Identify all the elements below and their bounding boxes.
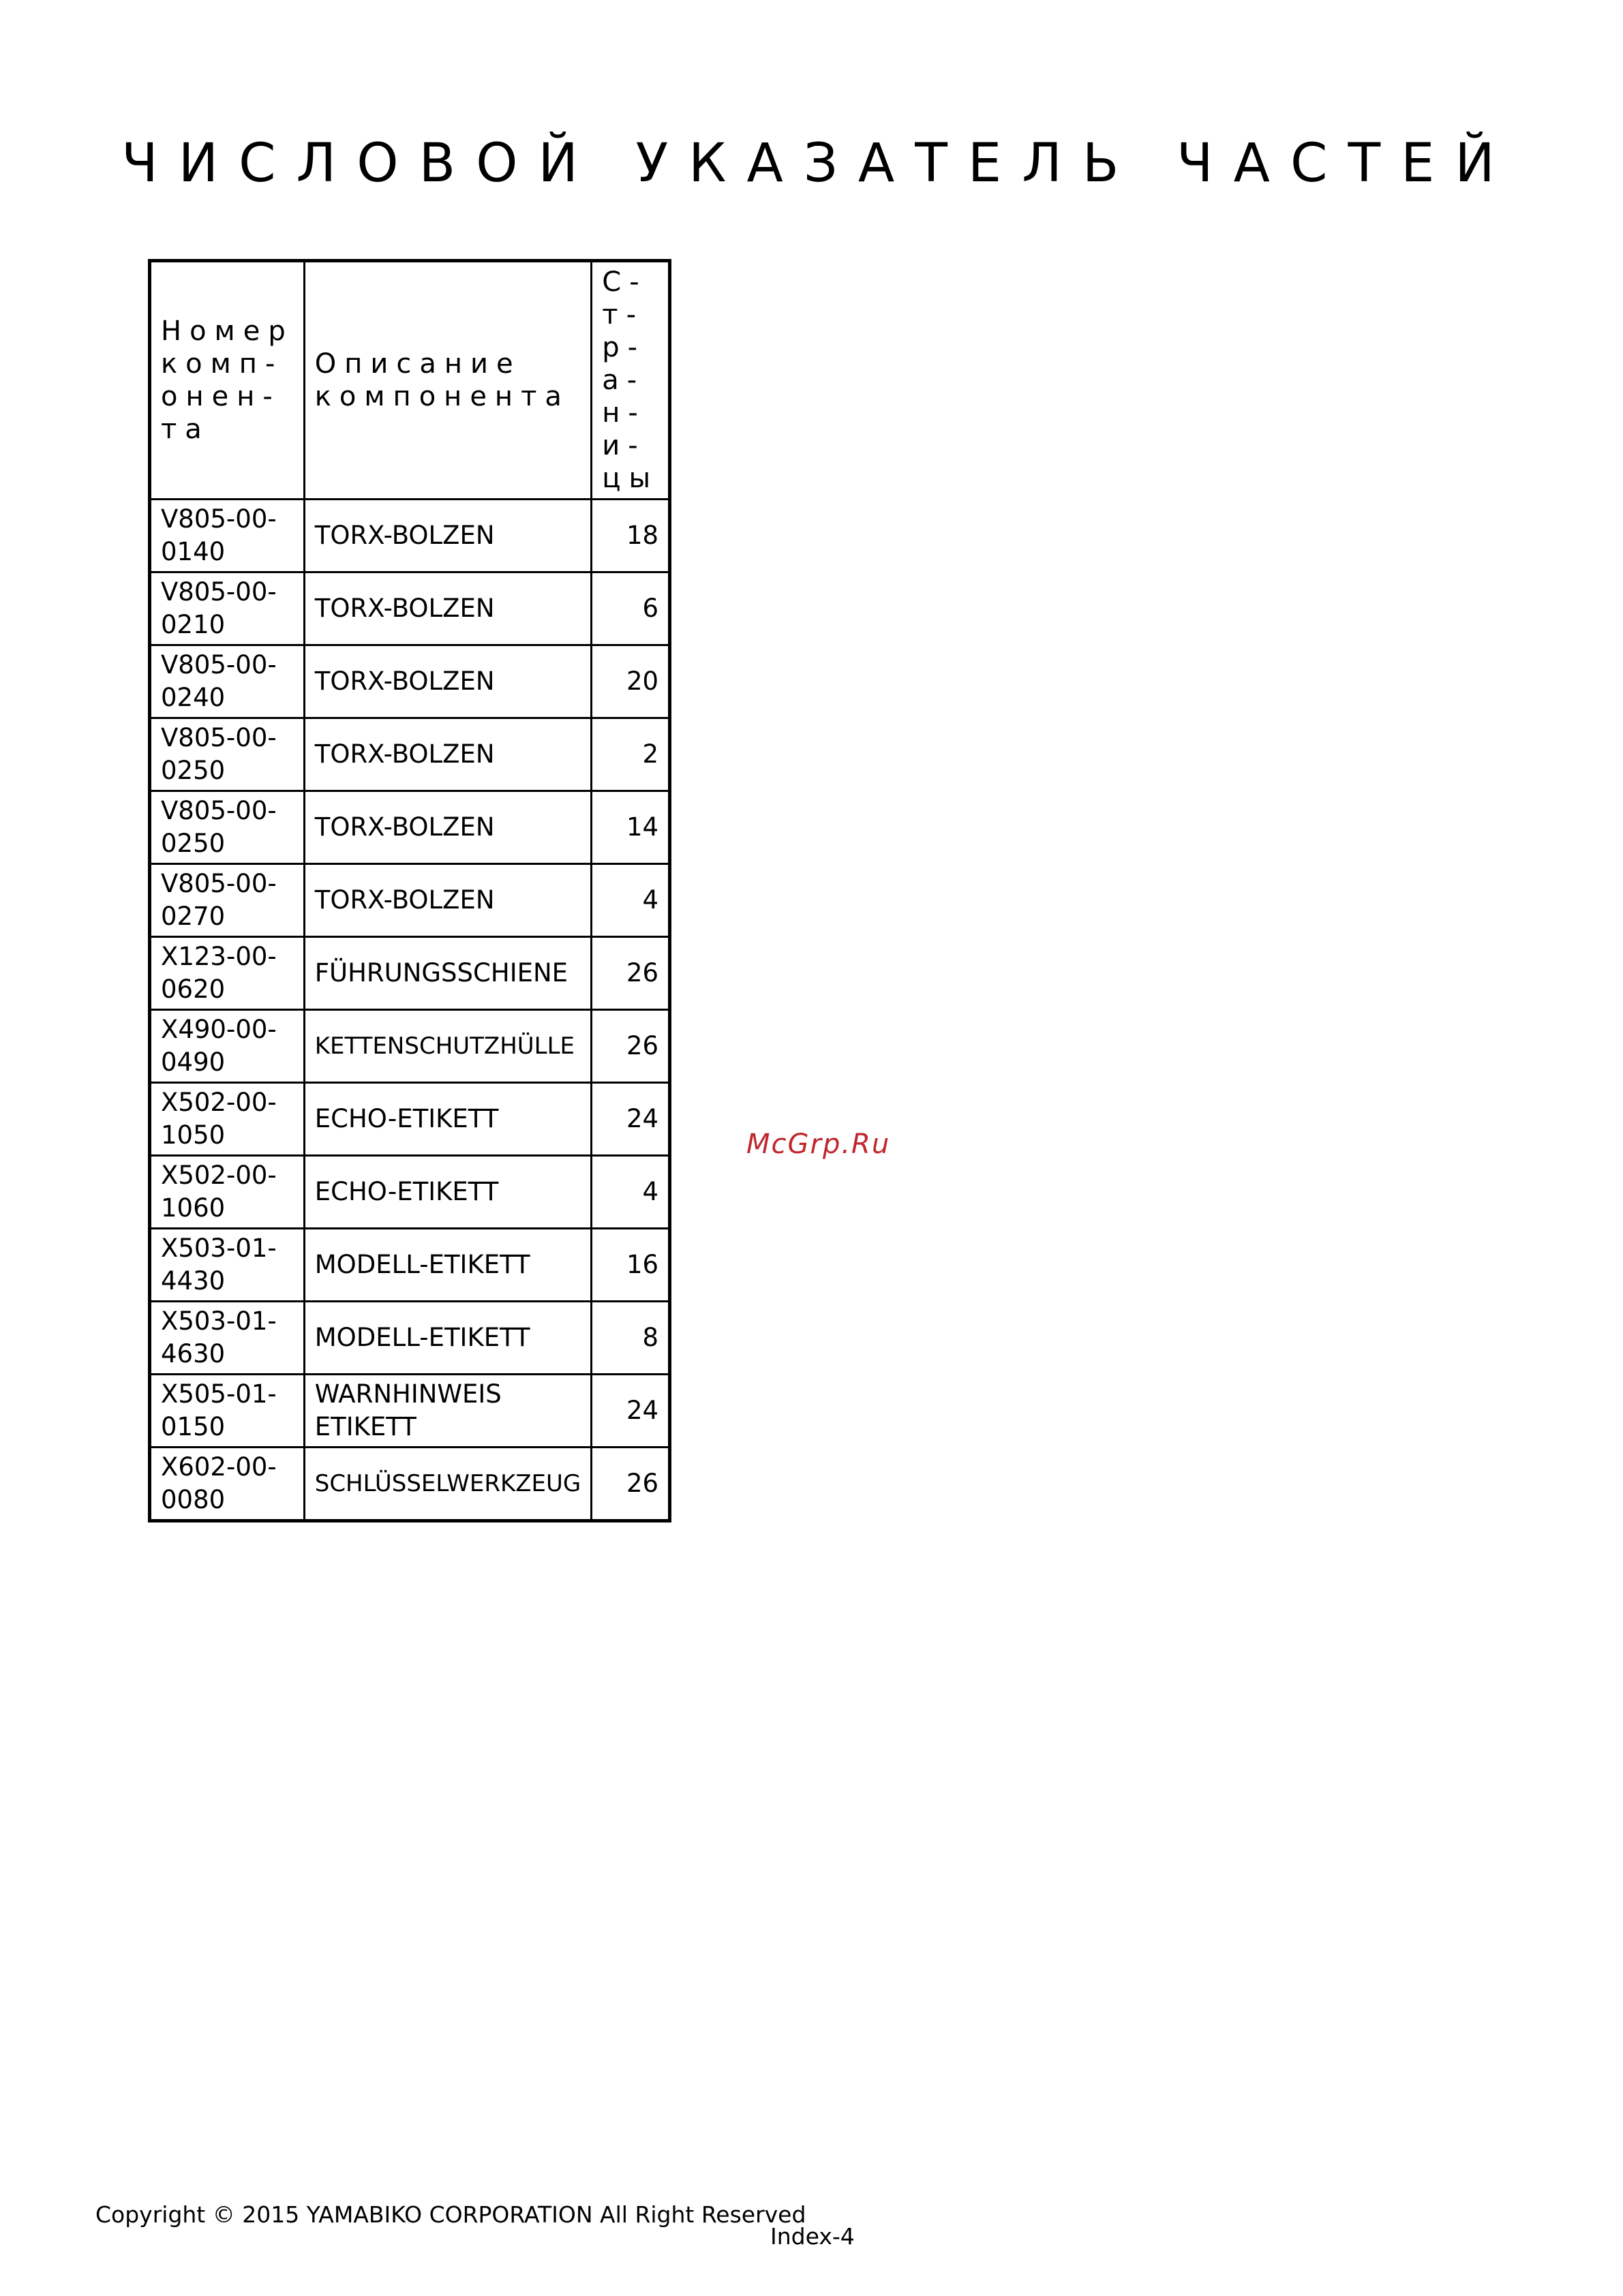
part-number-cell: V805-00- 0210 — [150, 572, 305, 645]
part-number-cell: V805-00- 0250 — [150, 718, 305, 791]
page-number-cell: 4 — [592, 864, 670, 937]
part-number-cell: X503-01- 4430 — [150, 1229, 305, 1302]
table-row — [150, 718, 670, 791]
table-row — [150, 1083, 670, 1156]
page-number-cell: 6 — [592, 572, 670, 645]
page-number-cell: 16 — [592, 1229, 670, 1302]
part-number-cell: V805-00- 0270 — [150, 864, 305, 937]
page-number-cell: 24 — [592, 1375, 670, 1448]
part-number-cell: X602-00- 0080 — [150, 1448, 305, 1521]
table-row — [150, 1229, 670, 1302]
part-description-cell: MODELL-ETIKETT — [304, 1302, 592, 1375]
part-number-cell: V805-00- 0140 — [150, 500, 305, 572]
table-row — [150, 572, 670, 645]
part-description-cell: ECHO-ETIKETT — [304, 1156, 592, 1229]
part-number-cell: V805-00- 0240 — [150, 645, 305, 718]
header-part-number-label: Номер комп- онен- та — [161, 316, 294, 445]
part-description-cell: ECHO-ETIKETT — [304, 1083, 592, 1156]
header-page — [592, 261, 670, 500]
page-number-cell: 14 — [592, 791, 670, 864]
part-description-cell: KETTENSCHUTZHÜLLE — [304, 1010, 592, 1083]
header-page-label: С- т- р- а- н- и- цы — [602, 266, 659, 494]
table-row — [150, 864, 670, 937]
table-row — [150, 791, 670, 864]
part-description-cell: TORX-BOLZEN — [304, 645, 592, 718]
page-number-cell: 4 — [592, 1156, 670, 1229]
part-description-cell: WARNHINWEIS ETIKETT — [304, 1375, 592, 1448]
table-header-row — [150, 261, 670, 500]
page-index: Index-4 — [770, 2223, 855, 2250]
page-number-cell: 20 — [592, 645, 670, 718]
page-number-cell: 8 — [592, 1302, 670, 1375]
part-number-cell: X505-01- 0150 — [150, 1375, 305, 1448]
page-number-cell: 26 — [592, 1010, 670, 1083]
table-row — [150, 1156, 670, 1229]
part-description-cell: TORX-BOLZEN — [304, 500, 592, 572]
table-row — [150, 1302, 670, 1375]
header-part-description — [304, 261, 592, 500]
table-row — [150, 1375, 670, 1448]
part-number-cell: X490-00- 0490 — [150, 1010, 305, 1083]
part-description-cell: TORX-BOLZEN — [304, 718, 592, 791]
part-description-cell: TORX-BOLZEN — [304, 791, 592, 864]
part-number-cell: X503-01- 4630 — [150, 1302, 305, 1375]
table-row — [150, 1448, 670, 1521]
part-number-cell: X123-00- 0620 — [150, 937, 305, 1010]
header-part-number — [150, 261, 305, 500]
part-number-cell: X502-00- 1060 — [150, 1156, 305, 1229]
watermark-link[interactable]: McGrp.Ru — [746, 1129, 891, 1160]
page-number-cell: 24 — [592, 1083, 670, 1156]
part-number-cell: X502-00- 1050 — [150, 1083, 305, 1156]
part-description-cell: MODELL-ETIKETT — [304, 1229, 592, 1302]
page-number-cell: 18 — [592, 500, 670, 572]
copyright-notice: Copyright © 2015 YAMABIKO CORPORATION All Right Reserved — [95, 2201, 806, 2228]
table-row — [150, 500, 670, 572]
header-part-description-label: Описание компонента — [314, 348, 570, 412]
page-number-cell: 26 — [592, 1448, 670, 1521]
part-number-cell: V805-00- 0250 — [150, 791, 305, 864]
part-description-cell: SCHLÜSSELWERKZEUG — [304, 1448, 592, 1521]
page-number-cell: 2 — [592, 718, 670, 791]
table-row — [150, 1010, 670, 1083]
part-description-cell: TORX-BOLZEN — [304, 572, 592, 645]
table-row — [150, 937, 670, 1010]
part-description-cell: FÜHRUNGSSCHIENE — [304, 937, 592, 1010]
parts-index-table — [148, 259, 671, 1522]
table-row — [150, 645, 670, 718]
page-title: ЧИСЛОВОЙ УКАЗАТЕЛЬ ЧАСТЕЙ — [121, 133, 1515, 194]
page-number-cell: 26 — [592, 937, 670, 1010]
part-description-cell: TORX-BOLZEN — [304, 864, 592, 937]
